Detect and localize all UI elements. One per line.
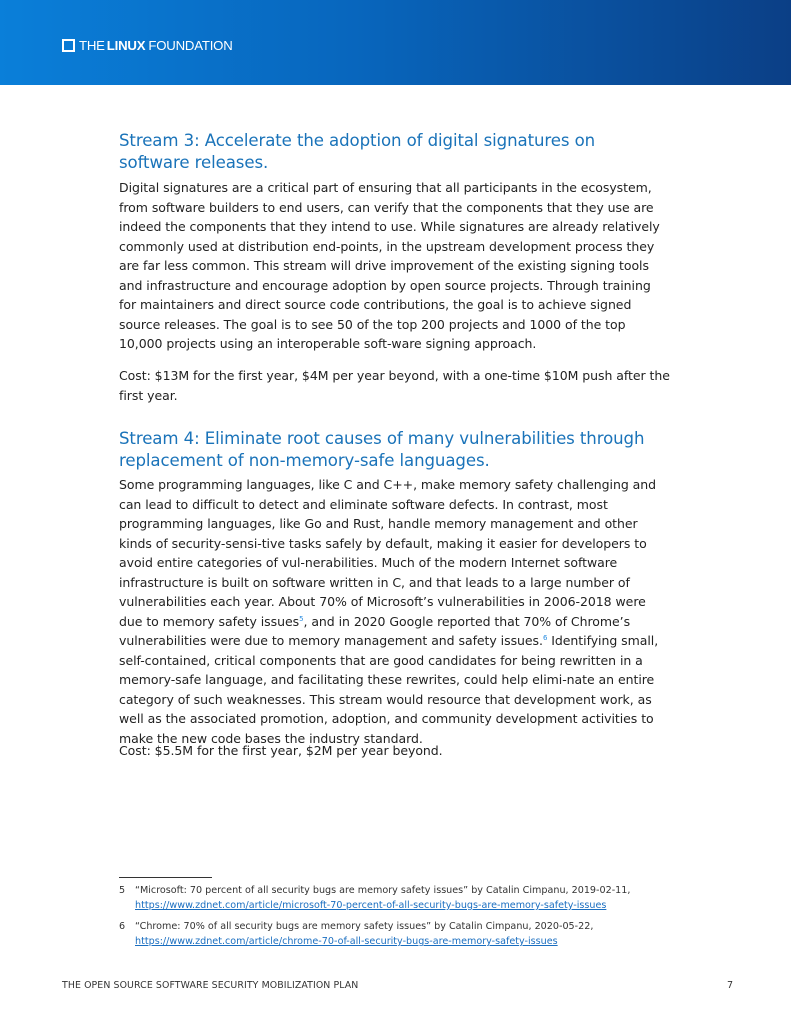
page-header-banner <box>0 0 791 85</box>
footnote-5 <box>119 883 659 913</box>
stream4-heading-line1: Stream 4: Eliminate root causes of many vulnerabilities through <box>119 429 645 448</box>
logo-square-icon <box>62 39 75 52</box>
stream3-cost: Cost: $13M for the first year, $4M per year beyond, with a one-time $10M push after the first year. <box>119 368 670 403</box>
footer-document-title: THE OPEN SOURCE SOFTWARE SECURITY MOBILIZATION PLAN <box>62 980 359 991</box>
stream4-cost: Cost: $5.5M for the first year, $2M per year beyond. <box>119 743 443 758</box>
stream4-heading <box>119 428 679 472</box>
stream3-heading-line1: Stream 3: Accelerate the adoption of digital signatures on <box>119 131 596 150</box>
stream4-body-part3: Identifying small, self-contained, critical components that are good candidates for being rewritten in a memory-safe language, and facilitating these rewrites, could help elimi-nate an entire category of such weaknesses. This stream would resource that development work, as well as the associated promotion, adoption, and community development activities to make the new code bases the industry standard. <box>119 633 659 746</box>
footnote-link[interactable]: https://www.zdnet.com/article/chrome-70-of-all-security-bugs-are-memory-safety-issues <box>135 936 558 947</box>
footnote-number: 5 <box>119 885 126 896</box>
footnote-ref-6[interactable]: 6 <box>542 633 548 642</box>
footnote-body <box>135 883 659 913</box>
stream4-body <box>119 475 671 748</box>
logo-foundation-text: FOUNDATION <box>148 37 233 53</box>
footnote-link[interactable]: https://www.zdnet.com/article/microsoft-70-percent-of-all-security-bugs-are-memory-safety-issues <box>135 900 607 911</box>
stream3-heading-line2: software releases. <box>119 153 269 172</box>
stream4-body-part1: Some programming languages, like C and C++, make memory safety challenging and can lead to difficult to detect and eliminate software defects. In contrast, most programming languages, like Go and Rust, handle memory management and other kinds of security-sensi-tive tasks safely by default, making it easier for developers to avoid entire categories of vul-nerabilities. Much of the modern Internet software infrastructure is built on software written in C, and that leads to a large number of vulnerabilities each year. About 70% of Microsoft’s vulnerabilities in 2006-2018 were due to memory safety issues <box>119 477 657 629</box>
footnote-text: “Chrome: 70% of all security bugs are memory safety issues” by Catalin Cimpanu, 2020-05-22, <box>135 921 594 932</box>
footnote-6 <box>119 919 659 949</box>
stream3-heading <box>119 130 679 174</box>
footnote-body <box>135 919 659 949</box>
stream4-heading-line2: replacement of non-memory-safe languages. <box>119 451 490 470</box>
footnote-ref-5[interactable]: 5 <box>299 614 304 623</box>
footnote-number: 6 <box>119 921 126 932</box>
stream3-body: Digital signatures are a critical part of ensuring that all participants in the ecosystem, from software builders to end users, can verify that the components that they use are indeed the components that they intend to use. While signatures are already relatively commonly used at distribution end-points, in the upstream development process they are far less common. This stream will drive improvement of the existing signing tools and infrastructure and encourage adoption by open source projects. Through training for maintainers and direct source code contributions, the goal is to achieve signed source releases. The goal is to see 50 of the top 200 projects and 1000 of the top 10,000 projects using an interoperable soft-ware signing approach. <box>119 180 660 351</box>
logo-the-text: THE <box>79 37 105 53</box>
linux-foundation-logo <box>62 37 233 53</box>
logo-linux-text: LINUX <box>106 37 146 53</box>
page-number: 7 <box>727 980 734 991</box>
stream4-body-part2: , and in 2020 Google reported that 70% of Chrome’s vulnerabilities were due to memory management and safety issues. <box>119 613 631 648</box>
footnote-divider <box>119 877 212 878</box>
footnote-text: “Microsoft: 70 percent of all security bugs are memory safety issues” by Catalin Cimpanu, 2019-02-11, <box>135 885 631 896</box>
